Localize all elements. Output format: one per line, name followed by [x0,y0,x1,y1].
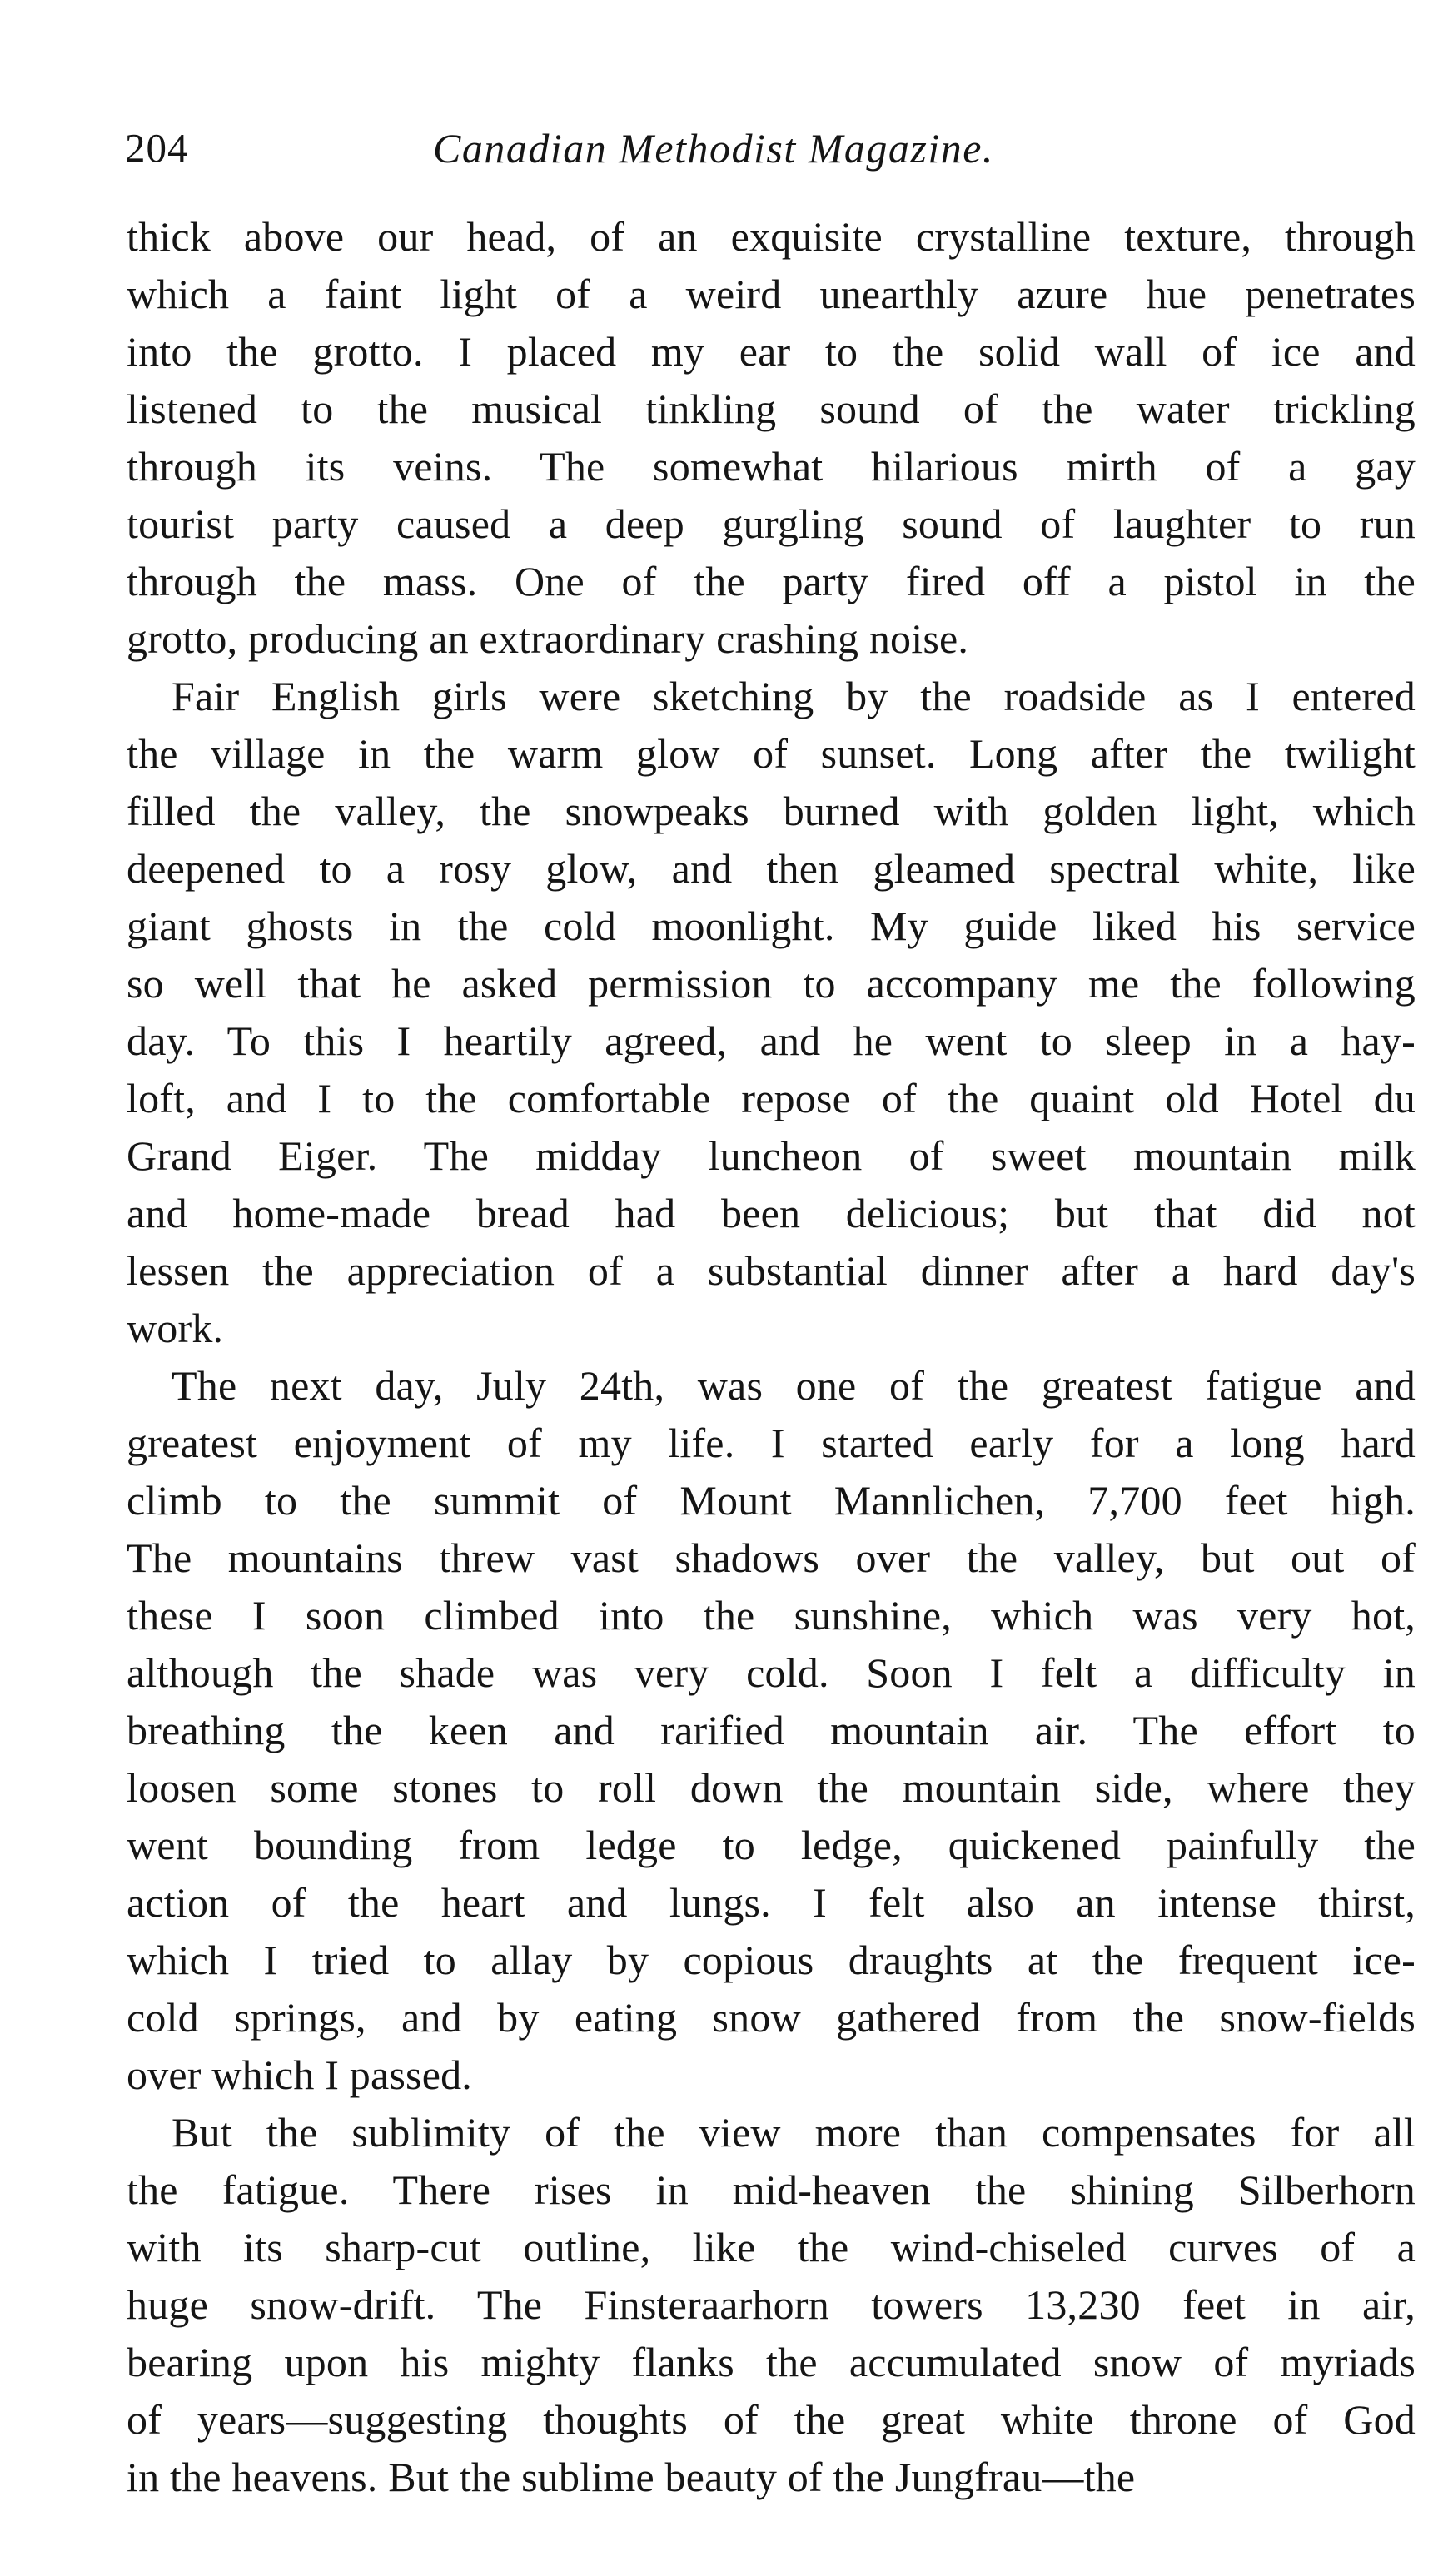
text-line: in the heavens. But the sublime beauty of the Jungfrau—the [127,2454,1136,2500]
text-line: the fatigue. There rises in mid-heaven the shining Silberhorn [127,2166,1416,2213]
paragraph [127,208,1416,668]
paragraph [127,2104,1416,2506]
text-line: and home-made bread had been delicious; but that did not [127,1190,1416,1236]
text-line: work. [127,1305,224,1351]
text-line: lessen the appreciation of a substantial dinner after a hard day's [127,1247,1416,1294]
text-line: Grand Eiger. The midday luncheon of sweet mountain milk [127,1132,1416,1179]
text-line: tourist party caused a deep gurgling sound of laughter to run [127,500,1416,547]
text-line: loosen some stones to roll down the mountain side, where they [127,1764,1416,1811]
text-line: went bounding from ledge to ledge, quickened painfully the [127,1822,1416,1868]
text-line: day. To this I heartily agreed, and he went to sleep in a hay- [127,1017,1416,1064]
text-line: deepened to a rosy glow, and then gleamed spectral white, like [127,845,1416,892]
text-line: giant ghosts in the cold moonlight. My guide liked his service [127,903,1416,949]
text-line: action of the heart and lungs. I felt also an intense thirst, [127,1879,1416,1926]
paragraph [127,668,1416,1357]
text-line: although the shade was very cold. Soon I felt a difficulty in [127,1649,1416,1696]
text-line: through the mass. One of the party fired off a pistol in the [127,558,1416,604]
text-line: which a faint light of a weird unearthly azure hue penetrates [127,271,1416,317]
text-line: thick above our head, of an exquisite crystalline texture, through [127,213,1416,260]
text-line: of years—suggesting thoughts of the great white throne of God [127,2396,1416,2443]
body-text [127,208,1416,2506]
page-number: 204 [125,125,189,171]
text-line: The mountains threw vast shadows over the valley, but out of [127,1534,1416,1581]
text-line: through its veins. The somewhat hilarious mirth of a gay [127,443,1416,490]
text-line: grotto, producing an extraordinary crashing noise. [127,615,969,662]
text-line: Fair English girls were sketching by the roadside as I entered [172,673,1416,719]
text-line: cold springs, and by eating snow gathered from the snow-fields [127,1994,1416,2041]
text-line: listened to the musical tinkling sound of the water trickling [127,385,1416,432]
text-line: these I soon climbed into the sunshine, which was very hot, [127,1592,1416,1639]
text-line: with its sharp-cut outline, like the wind-chiseled curves of a [127,2224,1416,2270]
text-line: greatest enjoyment of my life. I started early for a long hard [127,1420,1416,1466]
paragraph [127,1357,1416,2104]
text-line: The next day, July 24th, was one of the greatest fatigue and [172,1362,1416,1409]
text-line: so well that he asked permission to accompany me the following [127,960,1416,1007]
text-line: huge snow-drift. The Finsteraarhorn towers 13,230 feet in air, [127,2281,1416,2328]
text-line: bearing upon his mighty flanks the accumulated snow of myriads [127,2339,1416,2385]
text-line: loft, and I to the comfortable repose of the quaint old Hotel du [127,1075,1416,1121]
page-header [125,115,1407,182]
text-line: over which I passed. [127,2051,472,2098]
text-line: breathing the keen and rarified mountain air. The effort to [127,1707,1416,1753]
text-line: But the sublimity of the view more than compensates for all [172,2109,1416,2156]
text-line: climb to the summit of Mount Mannlichen, 7,700 feet high. [127,1477,1416,1524]
text-line: filled the valley, the snowpeaks burned with golden light, which [127,788,1416,834]
text-line: the village in the warm glow of sunset. Long after the twilight [127,730,1416,777]
text-line: which I tried to allay by copious draughts at the frequent ice- [127,1937,1416,1983]
text-line: into the grotto. I placed my ear to the solid wall of ice and [127,328,1416,375]
running-title: Canadian Methodist Magazine. [433,125,994,172]
